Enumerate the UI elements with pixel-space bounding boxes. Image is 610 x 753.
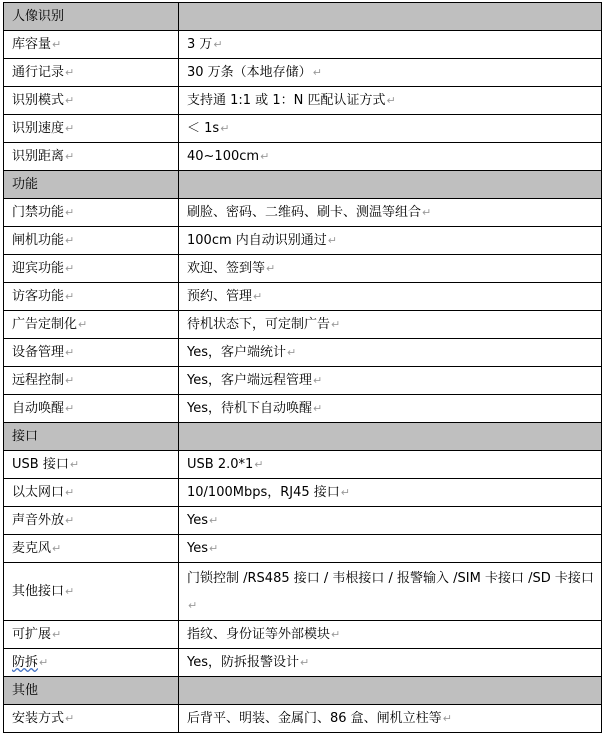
paragraph-mark-icon: ↵ [300,656,310,669]
spec-key: 迎宾功能 [12,261,65,276]
spec-row [4,339,602,367]
spec-key-cell [4,705,179,733]
spec-value: 30 万条（本地存储） [187,65,312,80]
spec-value-cell [179,255,602,283]
spec-value: 3 万 [187,37,213,52]
spec-key-cell [4,479,179,507]
spec-key-cell [4,367,179,395]
spec-value: 10/100Mbps，RJ45 接口 [187,485,340,500]
paragraph-mark-icon: ↵ [209,514,219,527]
spec-key-cell [4,199,179,227]
paragraph-mark-icon: ↵ [65,346,75,359]
paragraph-mark-icon: ↵ [188,598,198,612]
spec-value-cell [179,311,602,339]
section-header-blank [179,171,602,199]
spec-value: 刷脸、密码、二维码、刷卡、测温等组合 [187,205,422,220]
spec-key: 其他接口 [12,584,65,599]
spec-value: 100cm 内自动识别通过 [187,233,327,248]
spec-value: Yes [187,513,208,528]
paragraph-mark-icon: ↵ [442,712,452,725]
paragraph-mark-icon: ↵ [331,318,341,331]
spec-value-cell [179,143,602,171]
paragraph-mark-icon: ↵ [331,628,341,641]
spec-key: 声音外放 [12,513,65,528]
paragraph-mark-icon: ↵ [65,94,75,107]
section-title: 功能 [4,171,179,199]
spec-table [3,2,602,733]
spec-value: 后背平、明装、金属门、86 盒、闸机立柱等 [187,711,442,726]
section-header-row [4,677,602,705]
spec-row [4,395,602,423]
paragraph-mark-icon: ↵ [65,66,75,79]
spec-value: Yes，客户端统计 [187,345,286,360]
paragraph-mark-icon: ↵ [39,656,49,669]
spec-value: 门锁控制 /RS485 接口 / 韦根接口 / 报警输入 /SIM 卡接口 /SD 卡接口 [187,570,594,586]
paragraph-mark-icon: ↵ [65,374,75,387]
spec-key-cell [4,339,179,367]
paragraph-mark-icon: ↵ [209,542,219,555]
spec-value-cell [179,479,602,507]
paragraph-mark-icon: ↵ [327,234,337,247]
spec-value-cell [179,199,602,227]
paragraph-mark-icon: ↵ [65,150,75,163]
spec-key: 安装方式 [12,711,65,726]
spec-key-cell [4,451,179,479]
spec-key-cell [4,311,179,339]
paragraph-mark-icon: ↵ [52,38,62,51]
spec-value: 待机状态下，可定制广告 [187,317,331,332]
spec-key-cell [4,255,179,283]
spec-key: 门禁功能 [12,205,65,220]
section-header-row [4,423,602,451]
spec-key: 闸机功能 [12,233,65,248]
paragraph-mark-icon: ↵ [213,38,223,51]
paragraph-mark-icon: ↵ [260,150,270,163]
paragraph-mark-icon: ↵ [65,486,75,499]
paragraph-mark-icon: ↵ [65,206,75,219]
spec-value: 支持通 1:1 或 1：N 匹配认证方式 [187,93,386,108]
spec-value: 指纹、身份证等外部模块 [187,627,331,642]
spec-value-cell [179,621,602,649]
paragraph-mark-icon: ↵ [312,66,322,79]
spec-key: 可扩展 [12,627,52,642]
spec-row [4,255,602,283]
spec-value: 预约、管理 [187,289,253,304]
spec-row [4,199,602,227]
spec-key-cell [4,563,179,621]
paragraph-mark-icon: ↵ [287,346,297,359]
spec-value-cell [179,563,602,621]
spec-value-cell [179,339,602,367]
paragraph-mark-icon: ↵ [266,262,276,275]
spec-value: USB 2.0*1 [187,457,254,472]
spec-key: 通行记录 [12,65,65,80]
spec-key-cell [4,115,179,143]
section-header-row [4,171,602,199]
spec-key-cell [4,507,179,535]
spec-value: ＜ 1s [187,121,220,136]
section-header-blank [179,3,602,31]
spec-row [4,115,602,143]
spec-key: 麦克风 [12,541,52,556]
section-title: 接口 [4,423,179,451]
spec-value-cell [179,395,602,423]
paragraph-mark-icon: ↵ [340,486,350,499]
spec-key-cell [4,31,179,59]
spec-value: 40~100cm [187,149,260,164]
spec-value: Yes，防拆报警设计 [187,655,299,670]
paragraph-mark-icon: ↵ [65,262,75,275]
section-header-blank [179,677,602,705]
paragraph-mark-icon: ↵ [65,514,75,527]
spec-value: Yes，客户端远程管理 [187,373,312,388]
spec-key-cell [4,535,179,563]
section-header-row [4,3,602,31]
spec-row [4,621,602,649]
spec-value-cell [179,367,602,395]
spec-row [4,535,602,563]
spec-row [4,451,602,479]
spec-key-cell [4,395,179,423]
spec-key: 广告定制化 [12,317,78,332]
spec-row [4,705,602,733]
spec-key: 自动唤醒 [12,401,65,416]
paragraph-mark-icon: ↵ [313,374,323,387]
spec-key-cell [4,649,179,677]
spec-row [4,649,602,677]
paragraph-mark-icon: ↵ [253,290,263,303]
paragraph-mark-icon: ↵ [69,458,80,471]
spec-value: Yes，待机下自动唤醒 [187,401,312,416]
spec-key-cell [4,87,179,115]
paragraph-mark-icon: ↵ [386,94,396,107]
paragraph-mark-icon: ↵ [254,458,264,471]
spec-key-cell [4,143,179,171]
spec-value-cell [179,59,602,87]
spec-key: 识别速度 [12,121,65,136]
spec-value: 欢迎、签到等 [187,261,266,276]
spec-value-cell [179,115,602,143]
spec-key: 访客功能 [12,289,65,304]
spec-key-cell [4,621,179,649]
paragraph-mark-icon: ↵ [65,402,75,415]
spec-value-cell [179,31,602,59]
spec-key: 库容量 [12,37,52,52]
paragraph-mark-icon: ↵ [65,585,75,598]
spec-key: 以太网口 [12,485,65,500]
spec-table-body [4,3,602,733]
section-header-blank [179,423,602,451]
paragraph-mark-icon: ↵ [52,542,62,555]
spec-key: 识别距离 [12,149,65,164]
paragraph-mark-icon: ↵ [65,290,75,303]
paragraph-mark-icon: ↵ [78,318,88,331]
spec-key-cell [4,59,179,87]
section-title: 其他 [4,677,179,705]
spec-row [4,31,602,59]
spec-value-cell [179,649,602,677]
spec-key-cell [4,227,179,255]
spec-row [4,563,602,621]
paragraph-mark-icon: ↵ [65,234,75,247]
spec-value-cell [179,507,602,535]
spec-row [4,367,602,395]
spec-row [4,479,602,507]
spec-row [4,143,602,171]
spec-row [4,283,602,311]
paragraph-mark-icon: ↵ [313,402,323,415]
spec-row [4,507,602,535]
spec-key: 设备管理 [12,345,65,360]
spec-key: USB 接口 [12,457,69,472]
spec-value-cell [179,535,602,563]
spec-key: 远程控制 [12,373,65,388]
spec-value-cell [179,87,602,115]
spec-value-cell [179,705,602,733]
spec-row [4,87,602,115]
spec-value-cell [179,227,602,255]
spec-value-cell [179,451,602,479]
spec-row [4,227,602,255]
paragraph-mark-icon: ↵ [65,122,75,135]
section-title: 人像识别 [4,3,179,31]
paragraph-mark-icon: ↵ [422,206,432,219]
spec-value: Yes [187,541,208,556]
paragraph-mark-icon: ↵ [220,122,230,135]
spec-row [4,311,602,339]
spec-key: 识别模式 [12,93,65,108]
spec-row [4,59,602,87]
spec-key-cell [4,283,179,311]
paragraph-mark-icon: ↵ [52,628,62,641]
spec-value-cell [179,283,602,311]
paragraph-mark-icon: ↵ [65,712,75,725]
spec-key: 防拆 [12,655,39,670]
